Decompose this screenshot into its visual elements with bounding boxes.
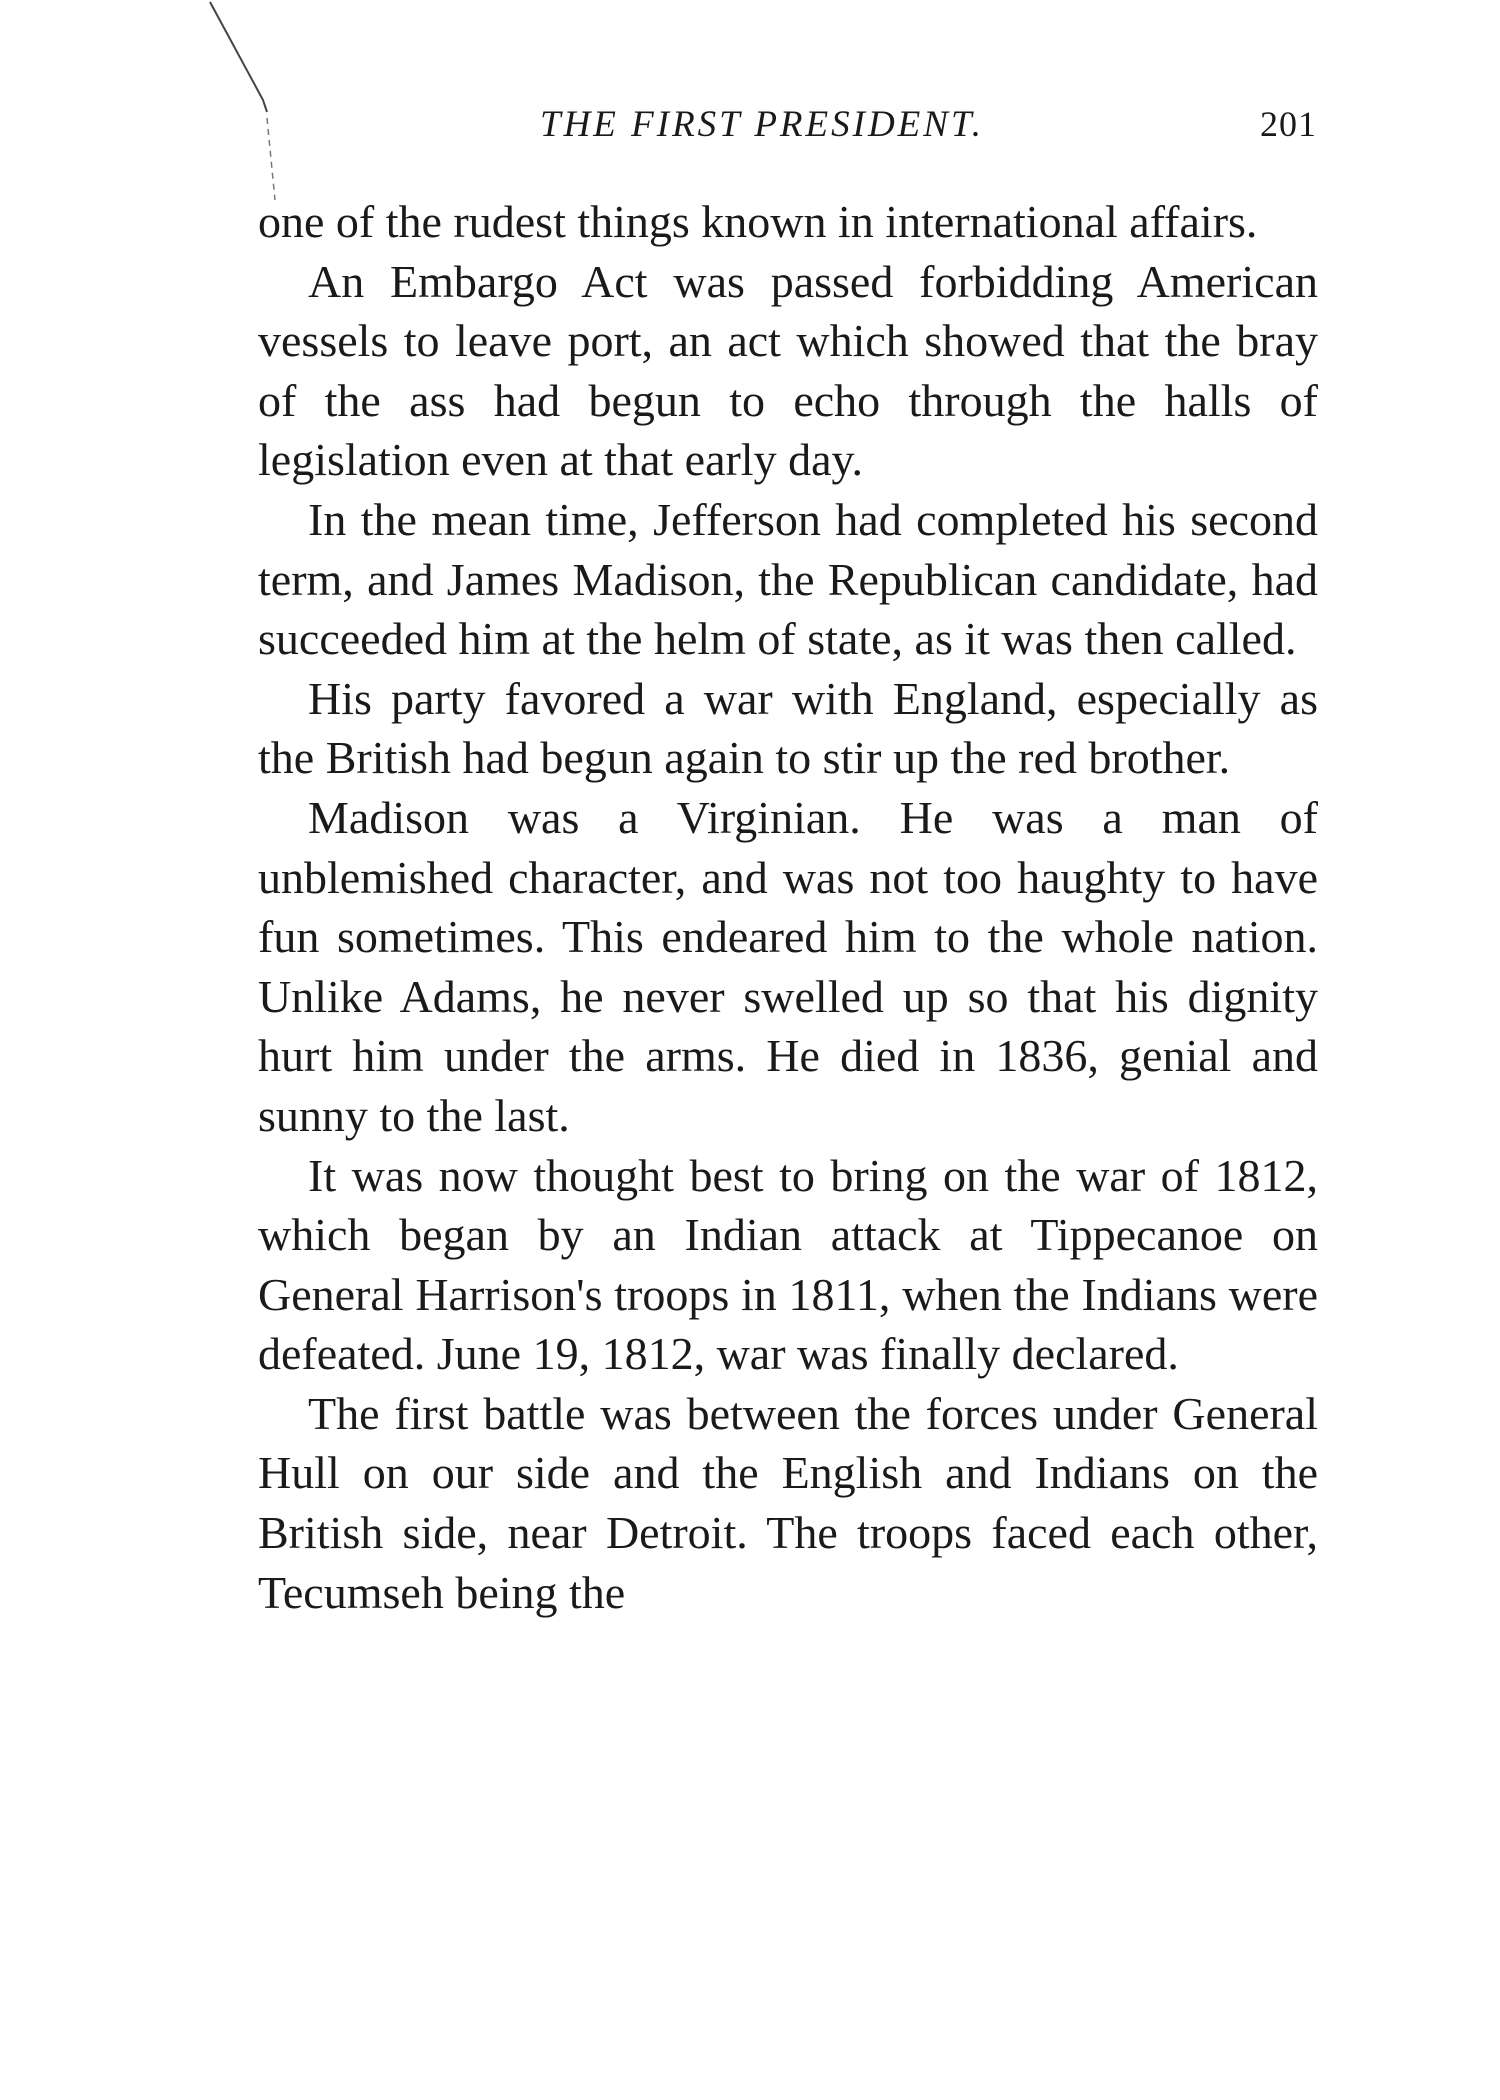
paragraph: His party favored a war with England, especially as the British had begun again to stir up the red brother. [258,672,1318,784]
running-head [0,103,1500,153]
paragraph: The first battle was between the forces under General Hull on our side and the English and Indians on the British side, near Detroit. The troops faced each other, Tecumseh being the [258,1387,1318,1618]
paragraph: An Embargo Act was passed forbidding American vessels to leave port, an act which showed that the bray of the ass had begun to echo through the halls of legislation even at that early day. [258,255,1318,486]
paragraph: one of the rudest things known in international affairs. [258,196,1258,247]
paragraph: Madison was a Virginian. He was a man of unblemished character, and was not too haughty to have fun sometimes. This endeared him to the whole nation. Unlike Adams, he never swelled up so that his dignity hurt him under the arms. He died in 1836, genial and sunny to the last. [258,791,1318,1141]
paragraph: It was now thought best to bring on the war of 1812, which began by an Indian attack at Tippecanoe on General Harrison's troops in 1811, when the Indians were defeated. June 19, 1812, war was finally declared. [258,1149,1318,1380]
running-title: THE FIRST PRESIDENT. [540,104,985,145]
page-number: 201 [1260,104,1317,144]
body-text [258,192,1318,1622]
paragraph: In the mean time, Jefferson had completed his second term, and James Madison, the Republican candidate, had succeeded him at the helm of state, as it was then called. [258,493,1318,665]
